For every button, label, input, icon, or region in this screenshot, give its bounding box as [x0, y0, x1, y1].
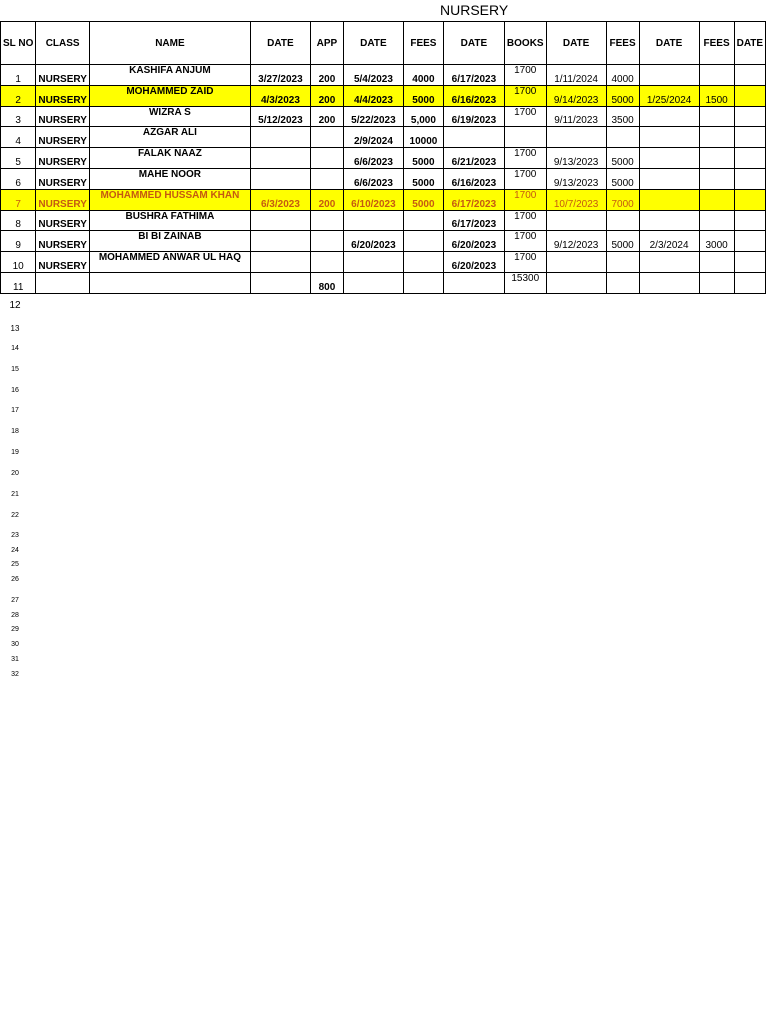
- fees-cell[interactable]: [403, 252, 443, 273]
- date-cell[interactable]: [546, 272, 606, 293]
- date-cell[interactable]: [639, 148, 699, 169]
- header-date[interactable]: DATE: [343, 22, 403, 65]
- fees-cell[interactable]: 4000: [606, 65, 639, 86]
- app-cell[interactable]: [310, 210, 343, 231]
- books-cell[interactable]: 1700: [504, 106, 546, 127]
- books-cell[interactable]: 1700: [504, 189, 546, 210]
- fees-cell[interactable]: [699, 252, 734, 273]
- books-cell[interactable]: 1700: [504, 231, 546, 252]
- row-number: 31: [11, 656, 19, 663]
- fees-cell[interactable]: 7000: [606, 189, 639, 210]
- app-cell[interactable]: [310, 252, 343, 273]
- header-app[interactable]: APP: [310, 22, 343, 65]
- fees-table: [0, 21, 766, 294]
- sheet-title: NURSERY: [440, 2, 509, 18]
- table-row: [1, 106, 766, 127]
- date-cell[interactable]: [639, 272, 699, 293]
- date-cell[interactable]: [250, 148, 310, 169]
- header-date[interactable]: DATE: [250, 22, 310, 65]
- header-class[interactable]: CLASS: [36, 22, 90, 65]
- fees-cell[interactable]: [606, 127, 639, 148]
- date-cell[interactable]: [734, 210, 765, 231]
- date-cell[interactable]: [639, 106, 699, 127]
- date-cell[interactable]: [639, 252, 699, 273]
- date-cell[interactable]: 2/3/2024: [639, 231, 699, 252]
- fees-cell[interactable]: 5,000: [403, 106, 443, 127]
- name-cell[interactable]: MAHE NOOR: [89, 168, 250, 189]
- class-cell[interactable]: NURSERY: [36, 106, 90, 127]
- row-number: 28: [11, 612, 19, 619]
- table-row: [1, 127, 766, 148]
- date-cell[interactable]: 1/11/2024: [546, 65, 606, 86]
- class-cell[interactable]: NURSERY: [36, 65, 90, 86]
- header-date[interactable]: DATE: [546, 22, 606, 65]
- books-cell[interactable]: 1700: [504, 85, 546, 106]
- date-cell[interactable]: [343, 272, 403, 293]
- date-cell[interactable]: [546, 127, 606, 148]
- name-cell[interactable]: [89, 272, 250, 293]
- fees-cell[interactable]: 5000: [606, 168, 639, 189]
- date-cell[interactable]: 6/16/2023: [443, 85, 504, 106]
- date-cell[interactable]: [546, 252, 606, 273]
- fees-cell[interactable]: 3000: [699, 231, 734, 252]
- books-cell[interactable]: 1700: [504, 252, 546, 273]
- date-cell[interactable]: 2/9/2024: [343, 127, 403, 148]
- class-cell[interactable]: NURSERY: [36, 127, 90, 148]
- fees-cell[interactable]: 5000: [403, 189, 443, 210]
- class-cell[interactable]: NURSERY: [36, 189, 90, 210]
- table-row: [1, 189, 766, 210]
- date-cell[interactable]: [734, 65, 765, 86]
- date-cell[interactable]: [734, 231, 765, 252]
- date-cell[interactable]: [250, 168, 310, 189]
- sl-cell[interactable]: 9: [1, 231, 36, 252]
- date-cell[interactable]: [250, 210, 310, 231]
- table-row: [1, 85, 766, 106]
- row-number: 22: [11, 512, 19, 519]
- name-cell[interactable]: BI BI ZAINAB: [89, 231, 250, 252]
- app-cell[interactable]: [310, 231, 343, 252]
- date-cell[interactable]: [250, 252, 310, 273]
- fees-cell[interactable]: [699, 210, 734, 231]
- name-cell[interactable]: WIZRA S: [89, 106, 250, 127]
- date-cell[interactable]: [343, 252, 403, 273]
- date-cell[interactable]: 5/12/2023: [250, 106, 310, 127]
- row-number: 17: [11, 407, 19, 414]
- date-cell[interactable]: 6/6/2023: [343, 168, 403, 189]
- date-cell[interactable]: 6/6/2023: [343, 148, 403, 169]
- fees-cell[interactable]: [699, 189, 734, 210]
- row-number: 26: [11, 576, 19, 583]
- row-number: 27: [11, 597, 19, 604]
- name-cell[interactable]: MOHAMMED HUSSAM KHAN: [89, 189, 250, 210]
- header-date[interactable]: DATE: [639, 22, 699, 65]
- fees-cell[interactable]: 5000: [403, 148, 443, 169]
- row-number: 18: [11, 428, 19, 435]
- row-number: 29: [11, 626, 19, 633]
- fees-cell[interactable]: 5000: [606, 148, 639, 169]
- date-cell[interactable]: [639, 210, 699, 231]
- app-cell[interactable]: [310, 148, 343, 169]
- date-cell[interactable]: 9/13/2023: [546, 148, 606, 169]
- date-cell[interactable]: [443, 272, 504, 293]
- app-cell[interactable]: 800: [310, 272, 343, 293]
- date-cell[interactable]: 6/3/2023: [250, 189, 310, 210]
- date-cell[interactable]: 6/21/2023: [443, 148, 504, 169]
- date-cell[interactable]: [639, 168, 699, 189]
- date-cell[interactable]: 5/4/2023: [343, 65, 403, 86]
- header-books[interactable]: BOOKS: [504, 22, 546, 65]
- date-cell[interactable]: 4/3/2023: [250, 85, 310, 106]
- table-row: [1, 272, 766, 293]
- fees-cell[interactable]: 4000: [403, 65, 443, 86]
- date-cell[interactable]: 6/20/2023: [343, 231, 403, 252]
- fees-cell[interactable]: [606, 252, 639, 273]
- sl-cell[interactable]: 3: [1, 106, 36, 127]
- date-cell[interactable]: 6/20/2023: [443, 231, 504, 252]
- class-cell[interactable]: NURSERY: [36, 148, 90, 169]
- fees-cell[interactable]: [606, 272, 639, 293]
- date-cell[interactable]: [639, 127, 699, 148]
- date-cell[interactable]: [734, 252, 765, 273]
- table-row: [1, 252, 766, 273]
- fees-cell[interactable]: [699, 168, 734, 189]
- date-cell[interactable]: [343, 210, 403, 231]
- date-cell[interactable]: 4/4/2023: [343, 85, 403, 106]
- date-cell[interactable]: [639, 65, 699, 86]
- fees-cell[interactable]: [699, 272, 734, 293]
- row-number: 20: [11, 470, 19, 477]
- date-cell[interactable]: 5/22/2023: [343, 106, 403, 127]
- sl-cell[interactable]: 10: [1, 252, 36, 273]
- books-cell[interactable]: 15300: [504, 272, 546, 293]
- date-cell[interactable]: [734, 189, 765, 210]
- app-cell[interactable]: 200: [310, 189, 343, 210]
- fees-cell[interactable]: 5000: [403, 85, 443, 106]
- date-cell[interactable]: [734, 148, 765, 169]
- header-date[interactable]: DATE: [443, 22, 504, 65]
- header-date[interactable]: DATE: [734, 22, 765, 65]
- class-cell[interactable]: NURSERY: [36, 85, 90, 106]
- date-cell[interactable]: 6/17/2023: [443, 65, 504, 86]
- date-cell[interactable]: [250, 127, 310, 148]
- date-cell[interactable]: 6/19/2023: [443, 106, 504, 127]
- date-cell[interactable]: [443, 127, 504, 148]
- row-number: 23: [11, 532, 19, 539]
- row-number: 13: [10, 324, 20, 333]
- sl-cell[interactable]: 8: [1, 210, 36, 231]
- date-cell[interactable]: 6/17/2023: [443, 210, 504, 231]
- table-row: [1, 210, 766, 231]
- date-cell[interactable]: 6/16/2023: [443, 168, 504, 189]
- fees-cell[interactable]: [699, 65, 734, 86]
- books-cell[interactable]: 1700: [504, 65, 546, 86]
- books-cell[interactable]: [504, 127, 546, 148]
- date-cell[interactable]: 9/14/2023: [546, 85, 606, 106]
- row-number: 30: [11, 641, 19, 648]
- fees-cell[interactable]: [403, 210, 443, 231]
- header-fees[interactable]: FEES: [606, 22, 639, 65]
- fees-cell[interactable]: 5000: [606, 85, 639, 106]
- fees-cell[interactable]: [699, 127, 734, 148]
- row-number: 21: [11, 491, 19, 498]
- date-cell[interactable]: [734, 272, 765, 293]
- name-cell[interactable]: MOHAMMED ZAID: [89, 85, 250, 106]
- date-cell[interactable]: 9/11/2023: [546, 106, 606, 127]
- class-cell[interactable]: NURSERY: [36, 168, 90, 189]
- name-cell[interactable]: AZGAR ALI: [89, 127, 250, 148]
- date-cell[interactable]: [734, 106, 765, 127]
- date-cell[interactable]: [250, 231, 310, 252]
- date-cell[interactable]: 6/10/2023: [343, 189, 403, 210]
- fees-cell[interactable]: 1500: [699, 85, 734, 106]
- date-cell[interactable]: [734, 85, 765, 106]
- fees-cell[interactable]: 10000: [403, 127, 443, 148]
- fees-cell[interactable]: 5000: [606, 231, 639, 252]
- fees-cell[interactable]: [403, 272, 443, 293]
- sl-cell[interactable]: 5: [1, 148, 36, 169]
- date-cell[interactable]: [546, 210, 606, 231]
- row-number: 14: [11, 345, 19, 352]
- row-number: 12: [9, 300, 21, 311]
- app-cell[interactable]: 200: [310, 65, 343, 86]
- class-cell[interactable]: [36, 272, 90, 293]
- sl-cell[interactable]: 6: [1, 168, 36, 189]
- row-number: 25: [11, 561, 19, 568]
- sl-cell[interactable]: 2: [1, 85, 36, 106]
- date-cell[interactable]: 9/13/2023: [546, 168, 606, 189]
- table-row: [1, 231, 766, 252]
- fees-cell[interactable]: [699, 106, 734, 127]
- books-cell[interactable]: 1700: [504, 148, 546, 169]
- header-sl-no[interactable]: SL NO: [1, 22, 36, 65]
- fees-cell[interactable]: [403, 231, 443, 252]
- header-name[interactable]: NAME: [89, 22, 250, 65]
- row-number: 16: [11, 387, 19, 394]
- name-cell[interactable]: KASHIFA ANJUM: [89, 65, 250, 86]
- sl-cell[interactable]: 11: [1, 272, 36, 293]
- fees-cell[interactable]: 5000: [403, 168, 443, 189]
- row-number: 24: [11, 547, 19, 554]
- table-row: [1, 65, 766, 86]
- name-cell[interactable]: BUSHRA FATHIMA: [89, 210, 250, 231]
- date-cell[interactable]: 3/27/2023: [250, 65, 310, 86]
- books-cell[interactable]: 1700: [504, 210, 546, 231]
- app-cell[interactable]: 200: [310, 106, 343, 127]
- books-cell[interactable]: 1700: [504, 168, 546, 189]
- date-cell[interactable]: [250, 272, 310, 293]
- row-number: 15: [11, 366, 19, 373]
- header-fees[interactable]: FEES: [403, 22, 443, 65]
- name-cell[interactable]: FALAK NAAZ: [89, 148, 250, 169]
- date-cell[interactable]: [734, 168, 765, 189]
- header-row: [1, 22, 766, 65]
- date-cell[interactable]: 10/7/2023: [546, 189, 606, 210]
- table-row: [1, 168, 766, 189]
- date-cell[interactable]: [639, 189, 699, 210]
- class-cell[interactable]: NURSERY: [36, 231, 90, 252]
- fees-cell[interactable]: 3500: [606, 106, 639, 127]
- date-cell[interactable]: 6/17/2023: [443, 189, 504, 210]
- class-cell[interactable]: NURSERY: [36, 210, 90, 231]
- sl-cell[interactable]: 1: [1, 65, 36, 86]
- date-cell[interactable]: 1/25/2024: [639, 85, 699, 106]
- fees-cell[interactable]: [606, 210, 639, 231]
- app-cell[interactable]: 200: [310, 85, 343, 106]
- fees-cell[interactable]: [699, 148, 734, 169]
- header-fees[interactable]: FEES: [699, 22, 734, 65]
- date-cell[interactable]: 6/20/2023: [443, 252, 504, 273]
- sl-cell[interactable]: 7: [1, 189, 36, 210]
- table-row: [1, 148, 766, 169]
- app-cell[interactable]: [310, 127, 343, 148]
- row-number: 19: [11, 449, 19, 456]
- sl-cell[interactable]: 4: [1, 127, 36, 148]
- date-cell[interactable]: 9/12/2023: [546, 231, 606, 252]
- name-cell[interactable]: MOHAMMED ANWAR UL HAQ: [89, 252, 250, 273]
- row-number: 32: [11, 671, 19, 678]
- app-cell[interactable]: [310, 168, 343, 189]
- date-cell[interactable]: [734, 127, 765, 148]
- class-cell[interactable]: NURSERY: [36, 252, 90, 273]
